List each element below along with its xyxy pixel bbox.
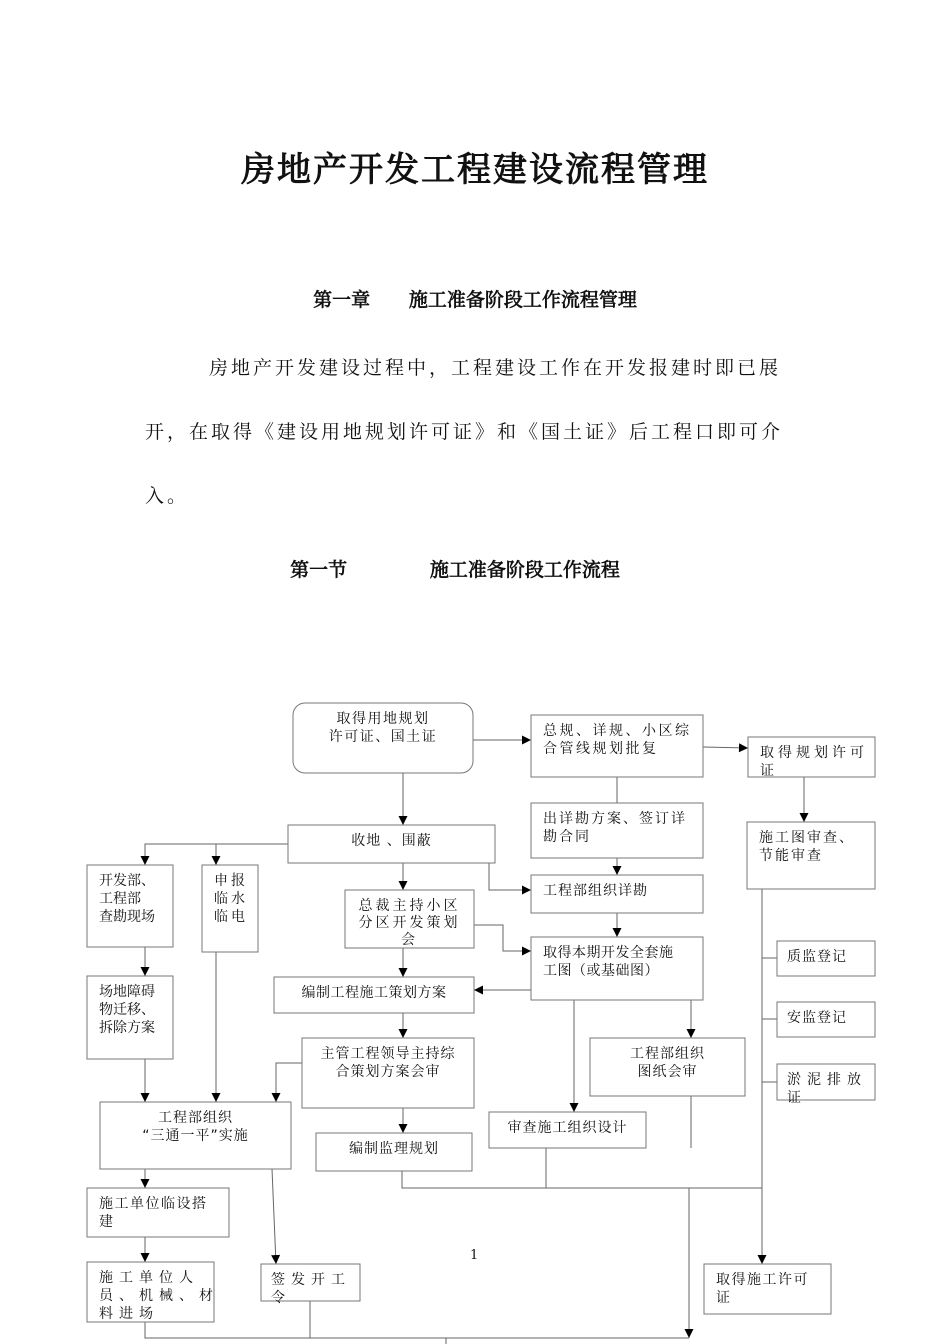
- flow-node-text: 建: [99, 1214, 115, 1230]
- flow-node-n9: [345, 890, 474, 948]
- flow-arrowhead: [522, 947, 531, 956]
- flow-node-text: 工程部组织: [630, 1046, 705, 1062]
- flow-node-n14: [274, 977, 474, 1013]
- flow-node-text: 取得用地规划: [336, 711, 430, 727]
- flow-node-text: 物迁移、: [99, 1002, 155, 1018]
- flow-node-text: 总裁主持小区: [358, 898, 461, 914]
- flow-arrowhead: [800, 813, 809, 822]
- flow-node-text: 会: [401, 932, 418, 948]
- flow-connector: [276, 1063, 302, 1102]
- flow-node-n21: [316, 1133, 472, 1171]
- flow-node-text: 出详勘方案、签订详: [543, 811, 687, 827]
- flow-node-text: 总规、详规、小区综: [543, 723, 692, 739]
- flow-node-text: 场地障碍: [99, 984, 155, 1000]
- flow-node-text: 令: [271, 1290, 291, 1306]
- flow-node-text: 证: [760, 763, 778, 779]
- flow-node-n2: [531, 715, 703, 777]
- flow-arrowhead: [687, 1029, 696, 1038]
- flow-arrowhead: [570, 1103, 579, 1112]
- flow-arrowhead: [613, 866, 622, 875]
- flow-arrowhead: [399, 1124, 408, 1133]
- flow-node-n19: [100, 1102, 291, 1169]
- flow-node-text: 拆除方案: [99, 1020, 155, 1036]
- flow-node-text: 签发开工: [271, 1272, 351, 1288]
- chapter-number: 第一章: [313, 289, 371, 311]
- chapter-title: 施工准备阶段工作流程管理: [408, 289, 637, 311]
- flow-node-n15: [777, 1002, 875, 1037]
- flow-node-n6: [747, 822, 875, 889]
- flow-arrowhead: [758, 1255, 767, 1264]
- flow-node-text: 编制监理规划: [349, 1141, 439, 1157]
- flow-arrowhead: [141, 1179, 150, 1188]
- flow-connector: [145, 1322, 689, 1338]
- flow-node-text: 取得规划许可: [760, 745, 868, 761]
- flow-node-text: 开发部、: [99, 873, 155, 889]
- flow-arrowhead: [271, 1255, 280, 1264]
- flow-node-text: 质监登记: [787, 949, 847, 965]
- flowchart-nodes: [87, 703, 875, 1322]
- flow-node-n18: [777, 1064, 875, 1106]
- flow-arrowhead: [141, 1253, 150, 1262]
- flow-node-text: 合管线规划批复: [543, 741, 659, 757]
- flow-node-n1: [293, 703, 473, 773]
- flow-connector: [489, 863, 531, 890]
- flow-node-text: 图纸会审: [637, 1064, 698, 1080]
- flow-node-n5: [531, 803, 703, 858]
- flow-node-n12: [777, 941, 875, 976]
- flow-node-text: 安监登记: [787, 1010, 847, 1026]
- paragraph-line-2: 开，在取得《建设用地规划许可证》和《国土证》后工程口即可介: [145, 421, 784, 443]
- flow-node-text: 施工单位临设搭: [99, 1196, 208, 1212]
- flow-node-text: 申报: [214, 873, 248, 889]
- flow-node-text: 分区开发策划: [358, 915, 461, 931]
- flow-arrowhead: [474, 986, 483, 995]
- section-number: 第一节: [290, 559, 348, 581]
- flow-node-n16: [302, 1038, 474, 1108]
- flow-node-text: 取得本期开发全套施: [543, 945, 674, 961]
- flow-node-n11: [531, 937, 703, 1000]
- flow-node-text: 工程部: [99, 891, 141, 907]
- flow-node-n4: [288, 825, 495, 863]
- flow-node-n20: [489, 1112, 646, 1148]
- flow-node-n10: [531, 875, 703, 913]
- flow-arrowhead: [739, 743, 748, 752]
- flow-node-text: 证: [787, 1090, 807, 1106]
- flow-arrowhead: [613, 928, 622, 937]
- flow-node-n25: [704, 1264, 831, 1314]
- flow-node-text: 取得施工许可: [716, 1272, 809, 1288]
- flow-arrowhead: [212, 856, 221, 865]
- flow-node-text: 临电: [214, 909, 248, 925]
- flow-node-n7: [87, 865, 173, 947]
- flow-node-n8: [202, 865, 258, 952]
- flow-node-text: 审查施工组织设计: [507, 1120, 628, 1136]
- flow-arrowhead: [141, 856, 150, 865]
- flow-arrowhead: [141, 967, 150, 976]
- flow-arrowhead: [272, 1093, 281, 1102]
- flow-node-text: 主管工程领导主持综: [320, 1046, 456, 1062]
- flow-arrowhead: [399, 881, 408, 890]
- flow-node-text: 查勘现场: [99, 909, 155, 925]
- flow-node-text: 勘合同: [543, 829, 591, 845]
- flow-node-text: 收地 、围蔽: [351, 833, 432, 849]
- flow-node-n22: [87, 1188, 229, 1237]
- flow-arrowhead: [399, 1029, 408, 1038]
- flow-node-text: 编制工程施工策划方案: [301, 985, 447, 1001]
- document-title: 房地产开发工程建设流程管理: [241, 150, 709, 190]
- flow-node-text: 料进场: [99, 1306, 159, 1322]
- flow-node-text: 工程部组织: [158, 1110, 233, 1126]
- section-title: 施工准备阶段工作流程: [429, 559, 620, 581]
- flow-node-n24: [261, 1264, 360, 1306]
- flow-node-text: 淤泥排放: [787, 1072, 867, 1088]
- flow-node-text: 合策划方案会审: [335, 1064, 441, 1080]
- flow-node-n13: [87, 976, 173, 1059]
- flow-node-text: 工程部组织详勘: [543, 883, 648, 899]
- flow-node-text: 工图（或基础图）: [543, 963, 659, 979]
- flow-arrowhead: [399, 816, 408, 825]
- flow-connector: [402, 1171, 762, 1188]
- flow-arrowhead: [212, 1093, 221, 1102]
- flow-node-text: “三通一平”实施: [142, 1128, 249, 1144]
- flow-node-n17: [590, 1038, 745, 1096]
- flow-arrowhead: [399, 968, 408, 977]
- flow-node-text: 员、机械、材: [99, 1288, 219, 1304]
- flow-node-text: 临水: [214, 891, 248, 907]
- flow-node-text: 施工单位人: [99, 1270, 199, 1286]
- flow-node-text: 证: [716, 1290, 732, 1306]
- flow-node-n3: [748, 737, 875, 779]
- flow-arrowhead: [522, 886, 531, 895]
- flow-node-text: 节能审查: [759, 848, 823, 864]
- flow-node-n23: [87, 1262, 219, 1322]
- page-number: 1: [470, 1248, 479, 1263]
- flow-arrowhead: [522, 736, 531, 745]
- paragraph-line-1: 房地产开发建设过程中，工程建设工作在开发报建时即已展: [209, 357, 782, 379]
- flow-arrowhead: [685, 1329, 694, 1338]
- flow-node-text: 许可证、国土证: [328, 729, 438, 745]
- flow-arrowhead: [141, 1093, 150, 1102]
- flow-node-text: 施工图审查、: [759, 830, 855, 846]
- paragraph-line-3: 入。: [145, 485, 190, 507]
- flow-connector: [272, 1169, 276, 1264]
